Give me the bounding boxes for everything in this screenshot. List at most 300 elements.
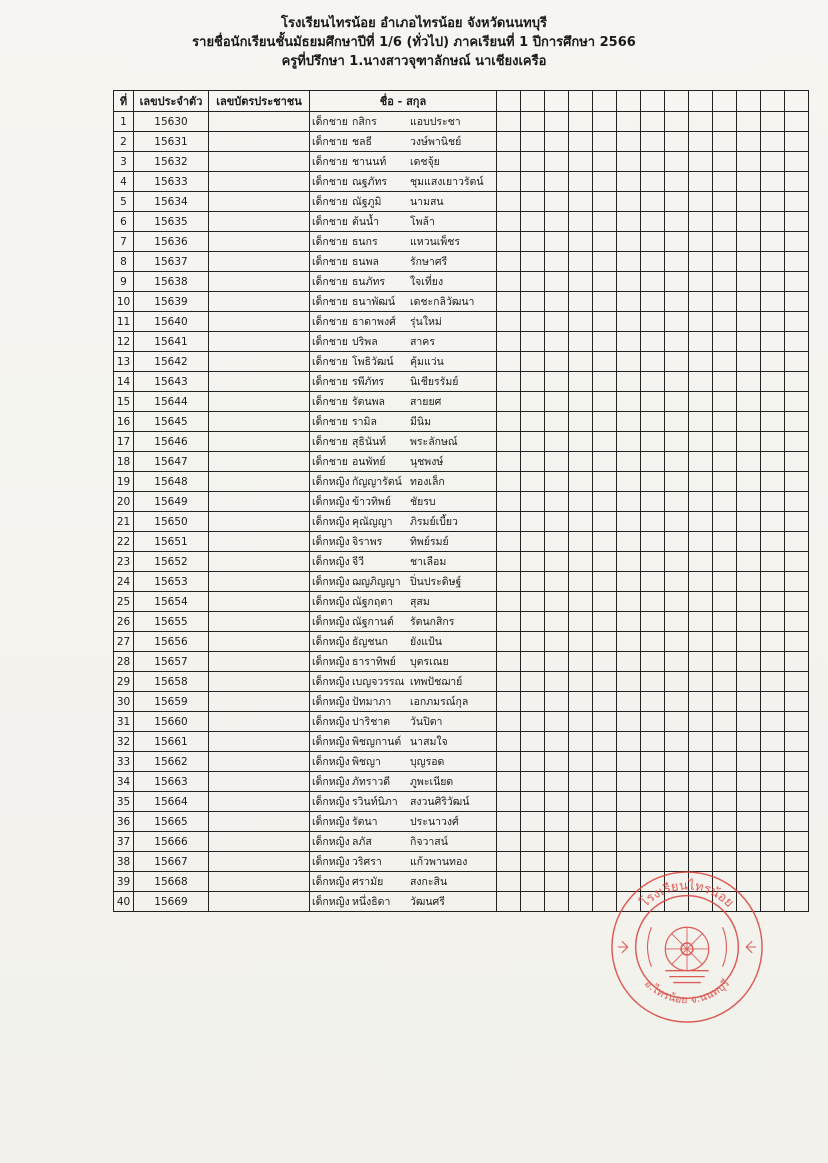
blank-check-cell [497,812,521,832]
blank-check-cell [785,152,809,172]
blank-check-cell [665,832,689,852]
blank-check-cell [689,532,713,552]
first-name: ณัฐกฤตา [352,596,393,608]
student-name-cell [310,572,497,592]
blank-check-cell [569,152,593,172]
first-name: ธาดาพงศ์ [352,316,396,328]
blank-check-cell [617,272,641,292]
table-row [114,552,809,572]
blank-check-cell [569,172,593,192]
blank-check-cell [713,632,737,652]
blank-check-cell [761,192,785,212]
blank-check-cell [761,212,785,232]
table-row [114,252,809,272]
first-name: หนึ่งธิดา [352,896,391,908]
blank-check-cell [785,852,809,872]
blank-check-cell [689,212,713,232]
national-id-cell [209,692,310,712]
national-id-cell [209,452,310,472]
last-name: สาคร [410,336,435,348]
blank-check-cell [545,872,569,892]
blank-check-cell [665,672,689,692]
student-name-cell [310,372,497,392]
student-id-cell: 15666 [134,832,209,852]
table-row [114,272,809,292]
row-number-cell: 32 [114,732,134,752]
blank-check-cell [761,612,785,632]
blank-check-cell [641,752,665,772]
blank-check-cell [593,732,617,752]
national-id-cell [209,412,310,432]
last-name: กิจวาสน์ [410,836,448,848]
blank-check-cell [617,512,641,532]
last-name: ชุมแสงเยาวรัตน์ [410,176,484,188]
national-id-cell [209,192,310,212]
blank-check-cell [521,832,545,852]
first-name: ธัญชนก [352,636,389,648]
student-name-cell [310,512,497,532]
row-number-cell: 4 [114,172,134,192]
blank-check-cell [545,532,569,552]
blank-check-cell [593,832,617,852]
blank-check-cell [617,592,641,612]
first-name: โพธิวัฒน์ [352,356,394,368]
blank-check-cell [665,252,689,272]
blank-check-cell [713,612,737,632]
student-id-cell: 15631 [134,132,209,152]
name-prefix: เด็กชาย [312,376,348,388]
blank-check-cell [521,732,545,752]
blank-check-cell [569,812,593,832]
name-prefix: เด็กชาย [312,216,348,228]
blank-check-cell [713,552,737,572]
blank-check-cell [785,332,809,352]
blank-check-cell [785,132,809,152]
first-name: รพีภัทร [352,376,385,388]
last-name: วงษ์พานิชย์ [410,136,462,148]
blank-check-cell [689,652,713,672]
blank-check-cell [545,192,569,212]
blank-header-cell [761,91,785,112]
row-number-cell: 23 [114,552,134,572]
blank-check-cell [497,672,521,692]
blank-check-cell [641,572,665,592]
blank-check-cell [689,332,713,352]
national-id-cell [209,232,310,252]
blank-check-cell [521,152,545,172]
first-name: จิราพร [352,536,383,548]
name-prefix: เด็กหญิง [312,756,350,768]
blank-check-cell [665,552,689,572]
blank-check-cell [737,172,761,192]
blank-check-cell [593,812,617,832]
blank-check-cell [641,332,665,352]
blank-header-cell [785,91,809,112]
row-number-cell: 6 [114,212,134,232]
blank-check-cell [737,772,761,792]
student-id-cell: 15642 [134,352,209,372]
blank-check-cell [665,132,689,152]
blank-check-cell [737,192,761,212]
table-row [114,492,809,512]
blank-check-cell [593,252,617,272]
blank-check-cell [785,732,809,752]
blank-check-cell [617,452,641,472]
blank-check-cell [713,172,737,192]
blank-check-cell [569,252,593,272]
blank-check-cell [737,452,761,472]
blank-check-cell [593,672,617,692]
last-name: ยังแป้น [410,636,442,648]
student-name-cell [310,592,497,612]
first-name: กัญญารัตน์ [352,476,402,488]
blank-header-cell [665,91,689,112]
row-number-cell: 22 [114,532,134,552]
table-row [114,152,809,172]
blank-check-cell [641,652,665,672]
blank-check-cell [761,632,785,652]
blank-check-cell [521,552,545,572]
table-row [114,692,809,712]
national-id-cell [209,712,310,732]
blank-check-cell [545,312,569,332]
national-id-cell [209,672,310,692]
last-name: สงกะสิน [410,876,448,888]
blank-check-cell [689,832,713,852]
name-prefix: เด็กชาย [312,356,348,368]
blank-check-cell [689,732,713,752]
blank-check-cell [617,612,641,632]
blank-check-cell [785,552,809,572]
blank-check-cell [641,372,665,392]
row-number-cell: 33 [114,752,134,772]
blank-check-cell [593,472,617,492]
blank-check-cell [545,592,569,612]
last-name: ภิรมย์เบี้ยว [410,516,458,528]
blank-check-cell [641,512,665,532]
blank-check-cell [521,872,545,892]
student-name-cell [310,292,497,312]
national-id-cell [209,152,310,172]
blank-check-cell [545,852,569,872]
student-id-cell: 15662 [134,752,209,772]
student-id-cell: 15660 [134,712,209,732]
blank-check-cell [569,772,593,792]
blank-check-cell [689,512,713,532]
national-id-cell [209,652,310,672]
table-row [114,392,809,412]
blank-header-cell [569,91,593,112]
blank-check-cell [761,352,785,372]
blank-check-cell [641,612,665,632]
blank-check-cell [593,192,617,212]
blank-check-cell [641,792,665,812]
national-id-cell [209,272,310,292]
name-prefix: เด็กหญิง [312,836,350,848]
national-id-cell [209,872,310,892]
national-id-cell [209,492,310,512]
blank-check-cell [689,812,713,832]
blank-check-cell [617,392,641,412]
last-name: ชัยรบ [410,496,436,508]
blank-check-cell [737,312,761,332]
class-list-title: รายชื่อนักเรียนชั้นมัธยมศึกษาปีที่ 1/6 (ทั่วไป) ภาคเรียนที่ 1 ปีการศึกษา 2566 [192,35,636,50]
student-id-cell: 15665 [134,812,209,832]
blank-check-cell [785,812,809,832]
student-id-cell: 15651 [134,532,209,552]
blank-check-cell [713,472,737,492]
student-name-cell [310,212,497,232]
blank-check-cell [713,192,737,212]
blank-check-cell [665,352,689,372]
first-name: อนพัทย์ [352,456,386,468]
last-name: พระลักษณ์ [410,436,458,448]
blank-check-cell [761,572,785,592]
blank-check-cell [593,592,617,612]
blank-check-cell [665,192,689,212]
blank-check-cell [785,572,809,592]
blank-check-cell [521,192,545,212]
blank-check-cell [641,732,665,752]
blank-check-cell [497,512,521,532]
student-name-cell [310,552,497,572]
last-name: รักษาศรี [410,256,448,268]
blank-check-cell [545,252,569,272]
student-name-cell [310,172,497,192]
last-name: โพล้า [410,216,435,228]
blank-check-cell [497,712,521,732]
blank-check-cell [545,572,569,592]
blank-check-cell [569,832,593,852]
student-name-cell [310,132,497,152]
blank-check-cell [665,412,689,432]
blank-check-cell [593,712,617,732]
blank-check-cell [569,532,593,552]
blank-check-cell [689,712,713,732]
student-id-cell: 15638 [134,272,209,292]
blank-check-cell [641,692,665,712]
name-prefix: เด็กชาย [312,236,348,248]
blank-check-cell [665,692,689,712]
blank-check-cell [521,512,545,532]
blank-check-cell [593,152,617,172]
blank-check-cell [737,532,761,552]
name-prefix: เด็กหญิง [312,476,350,488]
blank-check-cell [737,352,761,372]
national-id-cell [209,732,310,752]
blank-check-cell [737,272,761,292]
blank-check-cell [713,312,737,332]
blank-check-cell [689,552,713,572]
name-prefix: เด็กชาย [312,316,348,328]
first-name: ธนพล [352,256,379,268]
blank-check-cell [785,112,809,132]
blank-check-cell [569,412,593,432]
blank-check-cell [689,412,713,432]
blank-check-cell [713,152,737,172]
blank-check-cell [737,292,761,312]
student-id-cell: 15644 [134,392,209,412]
blank-check-cell [761,272,785,292]
blank-header-cell [593,91,617,112]
student-name-cell [310,532,497,552]
first-name: คุณัญญา [352,516,393,528]
national-id-cell [209,552,310,572]
table-row [114,732,809,752]
first-name: ณัฐกานต์ [352,616,394,628]
blank-check-cell [689,312,713,332]
blank-check-cell [761,532,785,552]
national-id-cell [209,392,310,412]
blank-check-cell [665,712,689,732]
student-id-cell: 15657 [134,652,209,672]
student-id-cell: 15659 [134,692,209,712]
blank-check-cell [521,112,545,132]
row-number-cell: 1 [114,112,134,132]
blank-check-cell [665,532,689,552]
blank-check-cell [617,152,641,172]
blank-check-cell [593,272,617,292]
blank-check-cell [713,592,737,612]
blank-check-cell [665,292,689,312]
table-row [114,472,809,492]
student-name-cell [310,392,497,412]
row-number-cell: 28 [114,652,134,672]
blank-check-cell [713,132,737,152]
first-name: ปาริชาต [352,716,391,728]
national-id-cell [209,332,310,352]
blank-check-cell [521,392,545,412]
name-prefix: เด็กหญิง [312,596,350,608]
blank-check-cell [713,792,737,812]
row-number-cell: 9 [114,272,134,292]
student-name-cell [310,352,497,372]
student-id-cell: 15645 [134,412,209,432]
student-name-cell [310,412,497,432]
national-id-cell [209,132,310,152]
national-id-cell [209,252,310,272]
blank-check-cell [737,712,761,732]
row-number-cell: 11 [114,312,134,332]
blank-check-cell [545,372,569,392]
student-id-cell: 15635 [134,212,209,232]
blank-check-cell [737,832,761,852]
first-name: กสิกร [352,116,377,128]
blank-check-cell [785,392,809,412]
student-name-cell [310,612,497,632]
blank-check-cell [761,652,785,672]
blank-check-cell [521,312,545,332]
name-prefix: เด็กหญิง [312,796,350,808]
last-name: แอบประชา [410,116,461,128]
blank-header-cell [545,91,569,112]
blank-check-cell [689,132,713,152]
blank-check-cell [737,252,761,272]
blank-check-cell [737,412,761,432]
blank-check-cell [785,632,809,652]
blank-check-cell [617,552,641,572]
blank-check-cell [761,712,785,732]
blank-check-cell [689,372,713,392]
last-name: สงวนศิริวัฒน์ [410,796,470,808]
blank-check-cell [737,392,761,412]
student-id-cell: 15649 [134,492,209,512]
blank-check-cell [689,772,713,792]
table-row [114,632,809,652]
blank-check-cell [545,432,569,452]
student-name-cell [310,712,497,732]
blank-check-cell [761,692,785,712]
blank-check-cell [641,352,665,372]
blank-check-cell [593,352,617,372]
blank-check-cell [689,152,713,172]
blank-check-cell [641,552,665,572]
blank-check-cell [569,292,593,312]
blank-check-cell [545,332,569,352]
blank-check-cell [545,392,569,412]
table-row [114,452,809,472]
blank-check-cell [761,312,785,332]
blank-check-cell [617,332,641,352]
blank-check-cell [545,272,569,292]
national-id-cell [209,532,310,552]
student-name-cell [310,112,497,132]
blank-check-cell [641,472,665,492]
student-id-cell: 15640 [134,312,209,332]
name-prefix: เด็กหญิง [312,496,350,508]
blank-check-cell [617,752,641,772]
blank-check-cell [497,372,521,392]
student-id-cell: 15646 [134,432,209,452]
student-id-cell: 15636 [134,232,209,252]
table-row [114,812,809,832]
student-name-cell [310,332,497,352]
row-number-cell: 8 [114,252,134,272]
blank-check-cell [689,252,713,272]
name-prefix: เด็กชาย [312,196,348,208]
blank-check-cell [737,792,761,812]
blank-check-cell [497,172,521,192]
national-id-cell [209,572,310,592]
last-name: คุ้มแว่น [410,356,444,368]
blank-check-cell [665,432,689,452]
blank-check-cell [593,532,617,552]
last-name: ประนาวงศ์ [410,816,459,828]
student-id-cell: 15655 [134,612,209,632]
blank-check-cell [689,432,713,452]
student-name-cell [310,752,497,772]
table-row [114,792,809,812]
blank-check-cell [761,592,785,612]
name-prefix: เด็กหญิง [312,876,350,888]
blank-check-cell [593,692,617,712]
blank-check-cell [617,212,641,232]
blank-check-cell [713,272,737,292]
blank-check-cell [641,232,665,252]
student-name-cell [310,252,497,272]
blank-check-cell [545,612,569,632]
blank-check-cell [713,732,737,752]
blank-check-cell [617,232,641,252]
blank-check-cell [617,812,641,832]
blank-check-cell [569,852,593,872]
national-id-cell [209,212,310,232]
national-id-cell [209,612,310,632]
blank-check-cell [713,832,737,852]
name-prefix: เด็กหญิง [312,616,350,628]
last-name: แหวนเพ็ชร [410,236,461,248]
blank-check-cell [641,632,665,652]
